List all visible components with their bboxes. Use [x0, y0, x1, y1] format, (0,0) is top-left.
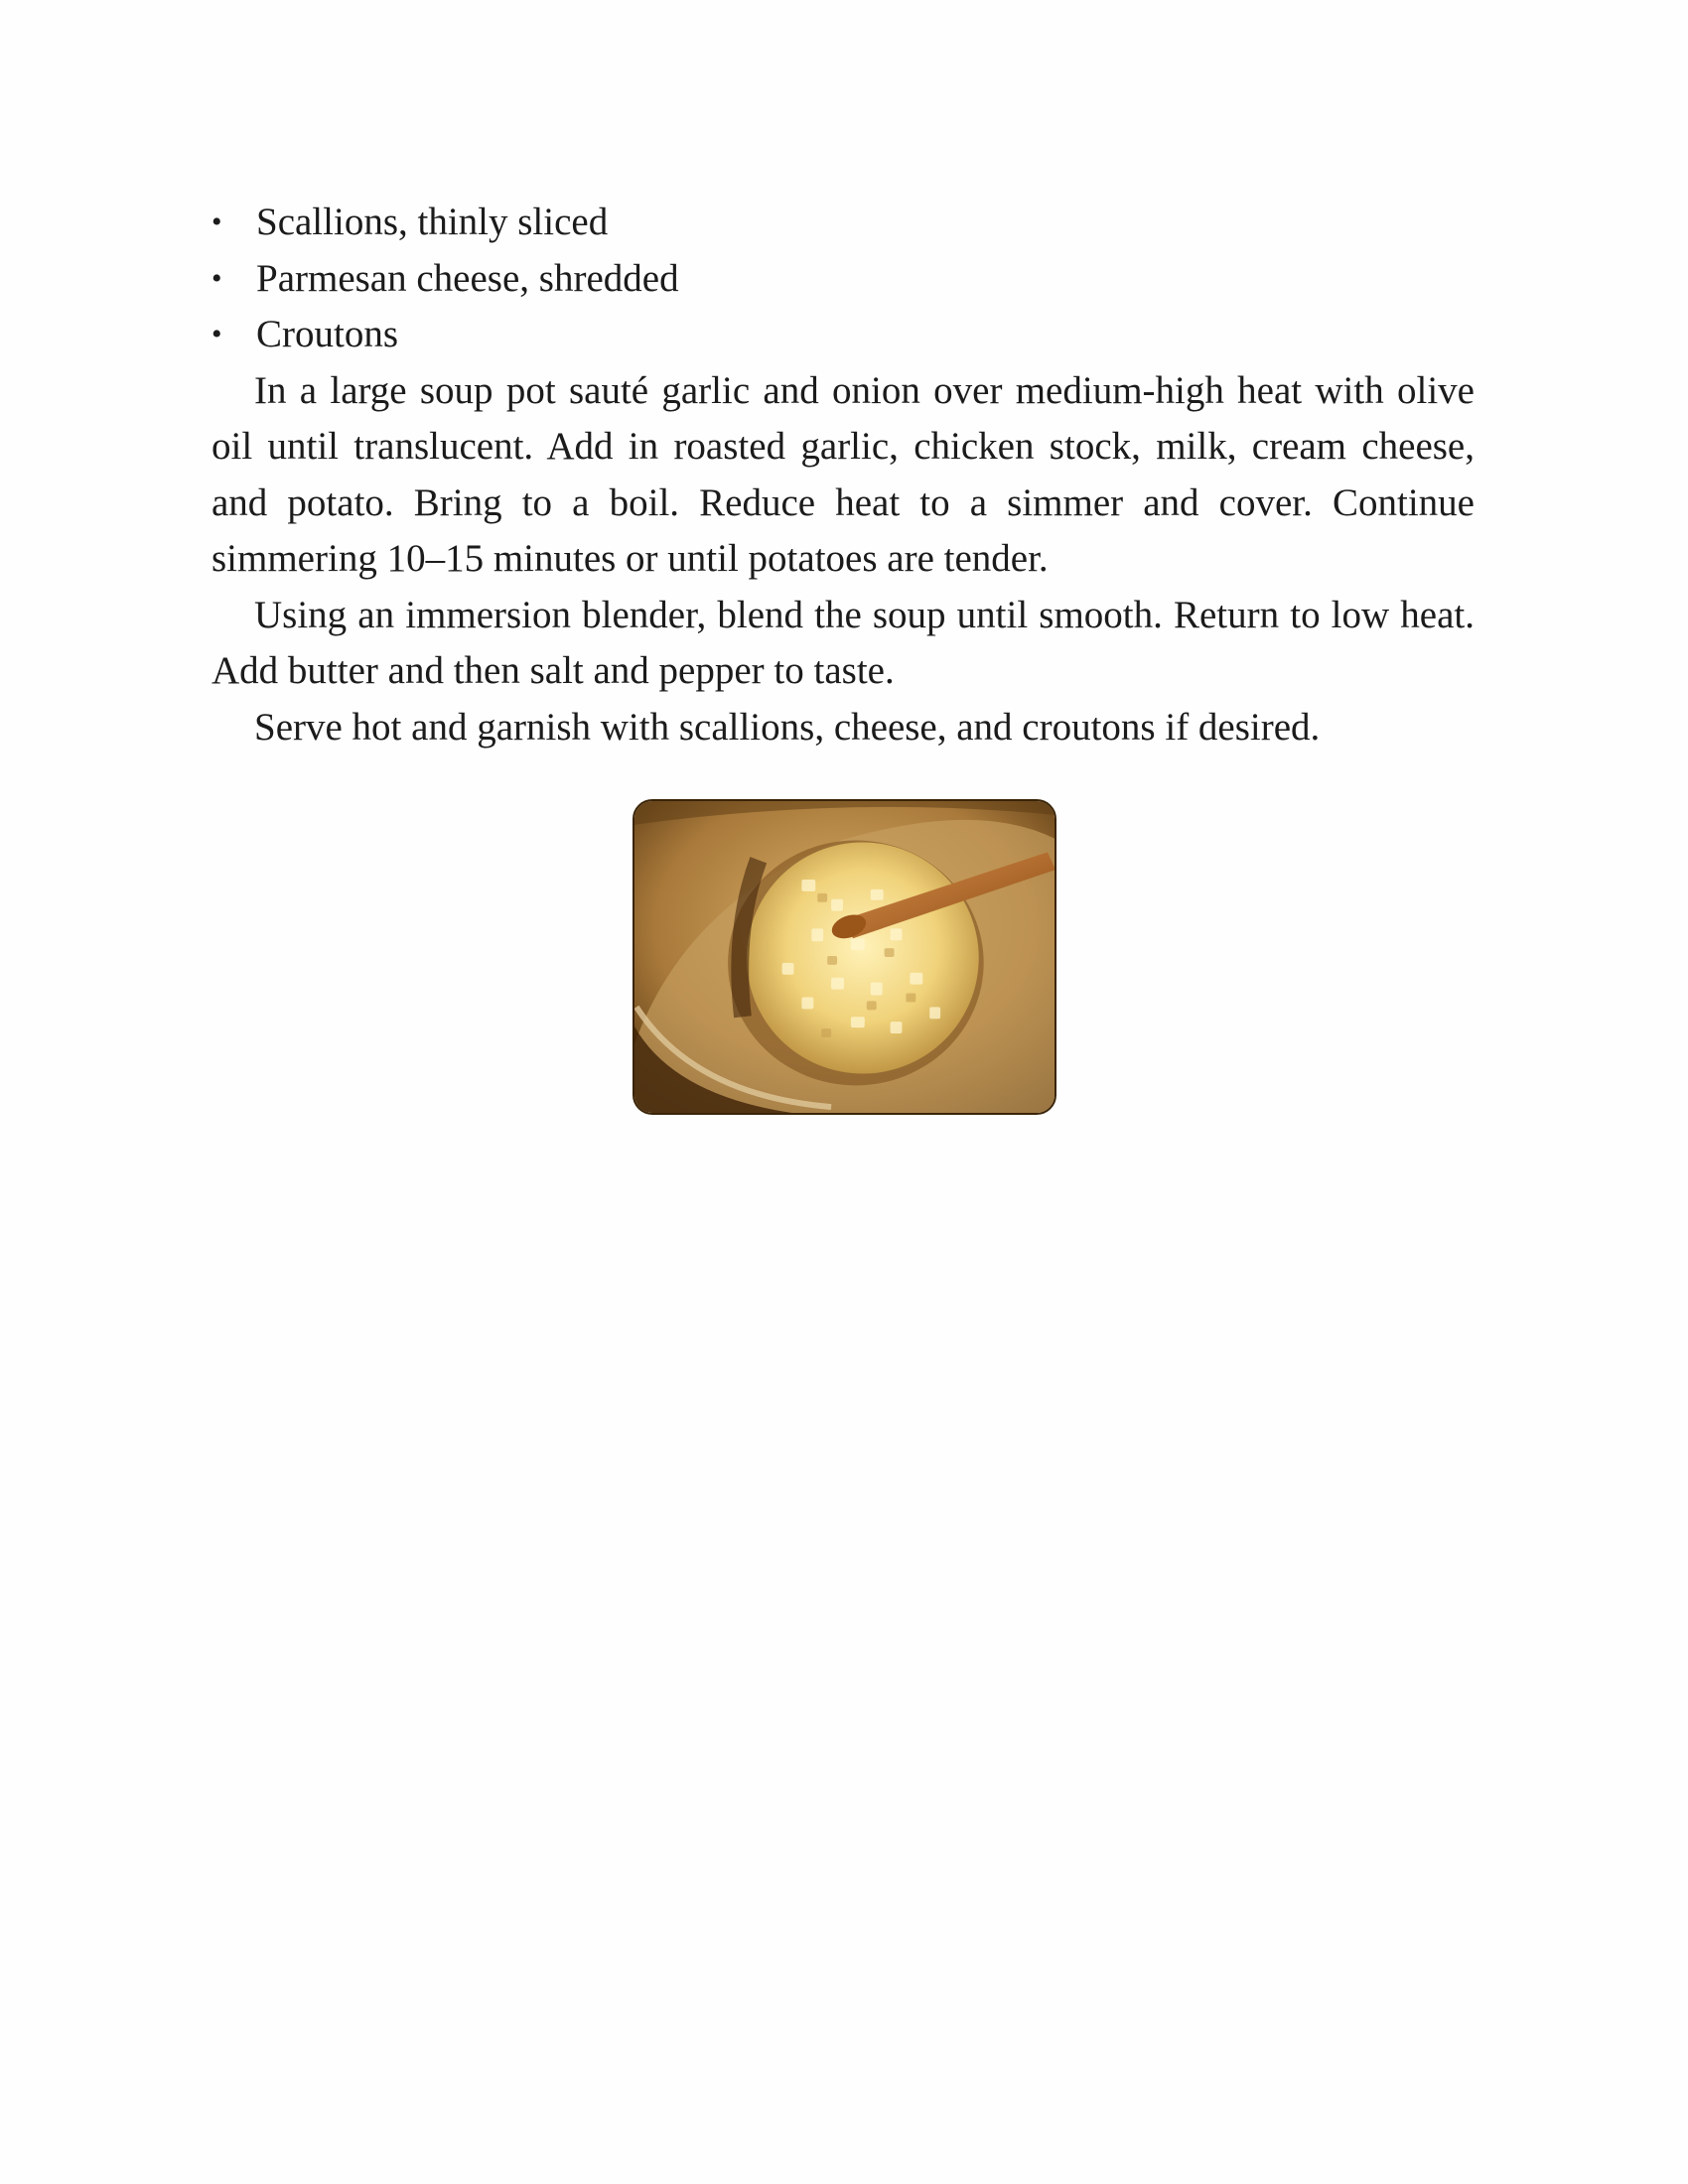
bullet-icon: •	[211, 261, 222, 295]
list-item	[211, 251, 1475, 308]
pot-with-potatoes-illustration	[634, 801, 1055, 1113]
bullet-icon: •	[211, 205, 222, 238]
instruction-paragraph-blend: Using an immersion blender, blend the soup until smooth. Return to low heat. Add butter and then salt and pepper to taste.	[211, 593, 1475, 692]
ingredient-text: Scallions, thinly sliced	[256, 201, 609, 243]
ingredient-text: Parmesan cheese, shredded	[256, 256, 679, 300]
instruction-paragraph-saute: In a large soup pot sauté garlic and onion over medium-high heat with olive oil until translucent. Add in roasted garlic, chicken stock, milk, cream cheese, and potato. Bring to a boil. Reduce heat to a simmer and cover. Continue simmering 10–15 minutes or until potatoes are tender.	[211, 368, 1475, 580]
recipe-text-block	[211, 195, 1475, 755]
bullet-icon: •	[211, 318, 222, 350]
instruction-paragraph-serve: Serve hot and garnish with scallions, cheese, and croutons if desired.	[254, 705, 1321, 749]
ingredient-text: Croutons	[256, 313, 399, 355]
list-item	[211, 307, 1475, 363]
diced-potatoes	[747, 842, 979, 1073]
soup-pot-photo	[633, 799, 1056, 1115]
garnish-ingredient-list	[211, 195, 1475, 363]
list-item	[211, 195, 1475, 251]
